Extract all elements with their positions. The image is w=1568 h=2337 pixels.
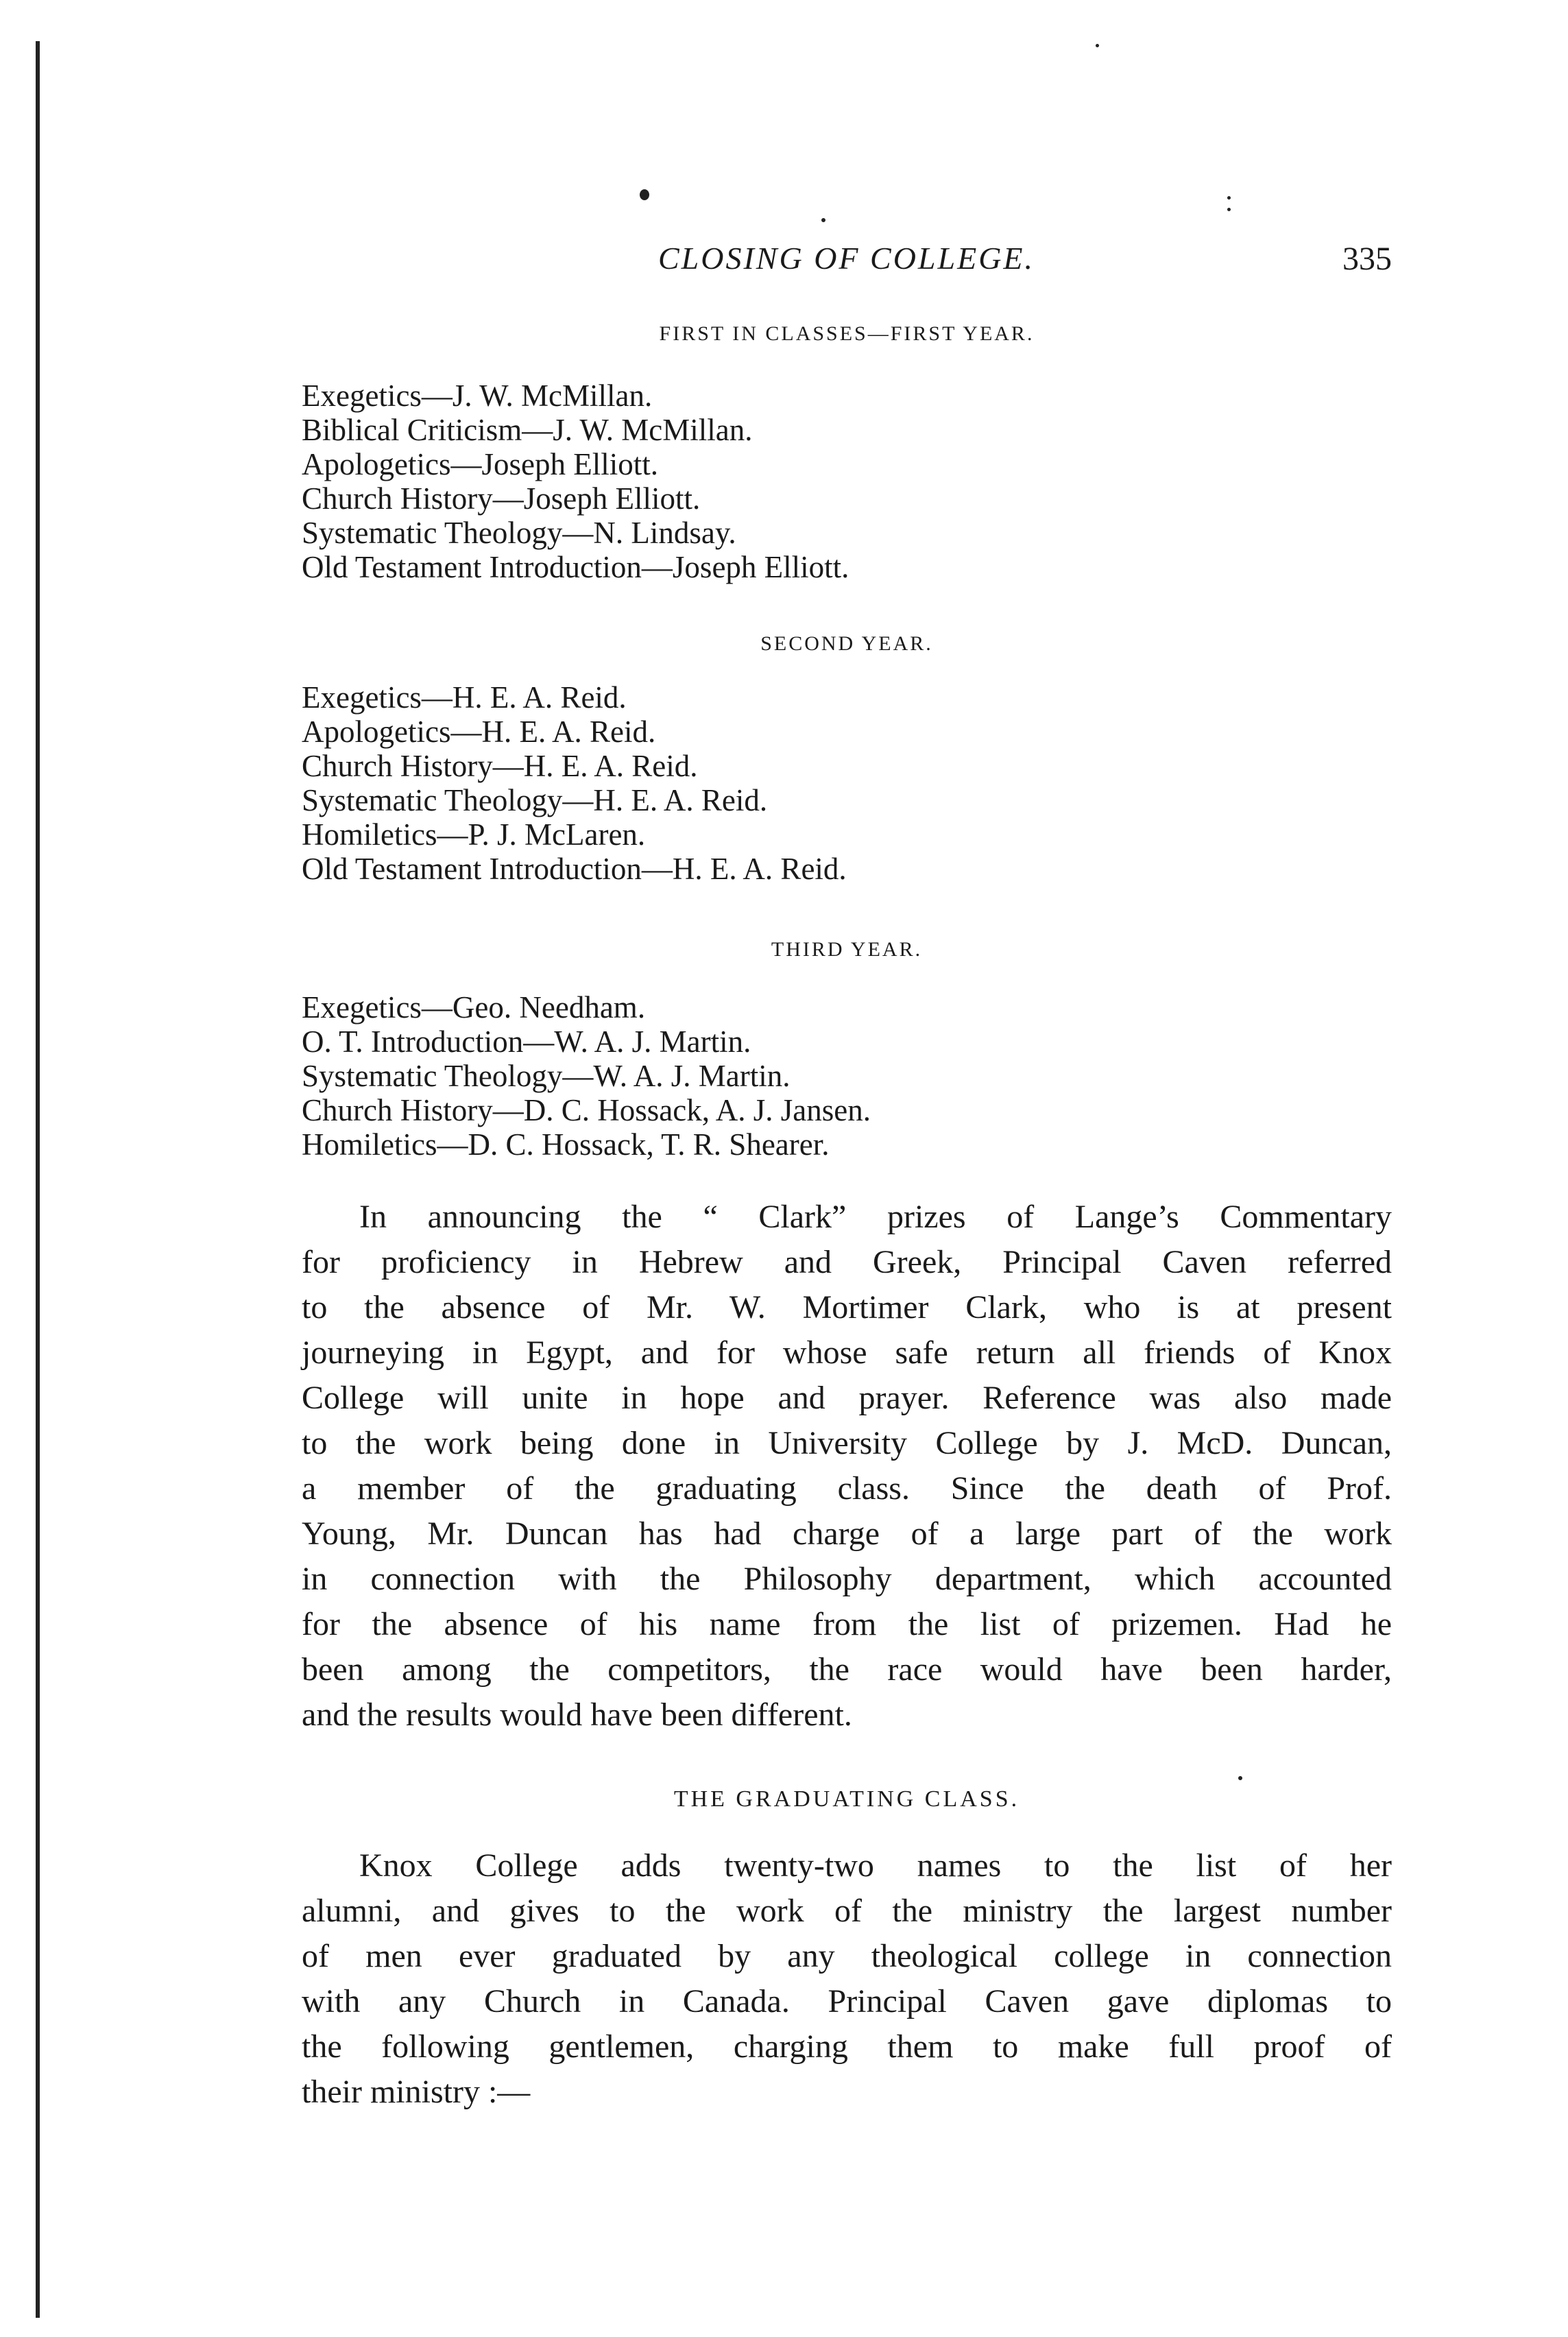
paragraph-line: to the work being done in University College by J. McD. Duncan,	[302, 1425, 1392, 1461]
graduating-class-heading: THE GRADUATING CLASS.	[673, 1786, 1020, 1812]
running-head	[302, 240, 1392, 288]
page-edge-shadow	[36, 41, 40, 2318]
ink-speck	[1238, 1776, 1242, 1780]
ink-speck	[1227, 208, 1231, 211]
second-year-list	[302, 680, 1392, 886]
list-item: Apologetics—H. E. A. Reid.	[302, 715, 656, 749]
list-item: Apologetics—Joseph Elliott.	[302, 447, 658, 481]
graduating-paragraph	[302, 1843, 1392, 2115]
list-item: O. T. Introduction—W. A. J. Martin.	[302, 1024, 751, 1059]
paragraph-line: with any Church in Canada. Principal Caven gave diplomas to	[302, 1983, 1392, 2020]
list-item: Church History—Joseph Elliott.	[302, 481, 701, 516]
ink-speck	[1227, 196, 1231, 200]
ink-speck	[640, 189, 649, 200]
paragraph-line: in connection with the Philosophy department, which accounted	[302, 1561, 1392, 1597]
paragraph-line: their ministry :—	[302, 2074, 531, 2110]
paragraph-line: for proficiency in Hebrew and Greek, Principal Caven referred	[302, 1244, 1392, 1280]
paragraph-line: of men ever graduated by any theological college in connection	[302, 1938, 1392, 1974]
prizes-paragraph	[302, 1195, 1392, 1738]
running-title: CLOSING OF COLLEGE.	[658, 241, 1035, 276]
list-item: Homiletics—P. J. McLaren.	[302, 817, 646, 852]
paragraph-line: Knox College adds twenty-two names to the list of her	[359, 1847, 1392, 1884]
list-item: Exegetics—J. W. McMillan.	[302, 379, 653, 413]
list-item: Old Testament Introduction—Joseph Elliott.	[302, 550, 849, 584]
third-year-list	[302, 990, 1392, 1162]
page-number: 335	[1342, 241, 1392, 277]
paragraph-line: journeying in Egypt, and for whose safe return all friends of Knox	[302, 1334, 1392, 1371]
list-item: Exegetics—Geo. Needham.	[302, 990, 646, 1024]
list-item: Biblical Criticism—J. W. McMillan.	[302, 413, 753, 447]
first-year-heading: FIRST IN CLASSES—FIRST YEAR.	[659, 322, 1035, 345]
paragraph-line: for the absence of his name from the list of prizemen. Had he	[302, 1606, 1392, 1642]
paragraph-line: alumni, and gives to the work of the ministry the largest number	[302, 1893, 1392, 1929]
list-item: Exegetics—H. E. A. Reid.	[302, 680, 627, 715]
list-item: Old Testament Introduction—H. E. A. Reid.	[302, 852, 847, 886]
ink-speck	[821, 218, 825, 222]
list-item: Homiletics—D. C. Hossack, T. R. Shearer.	[302, 1127, 830, 1162]
list-item: Systematic Theology—N. Lindsay.	[302, 516, 736, 550]
paragraph-line: College will unite in hope and prayer. Reference was also made	[302, 1380, 1392, 1416]
list-item: Systematic Theology—H. E. A. Reid.	[302, 783, 768, 817]
list-item: Church History—D. C. Hossack, A. J. Jansen.	[302, 1093, 871, 1127]
list-item: Systematic Theology—W. A. J. Martin.	[302, 1059, 791, 1093]
paragraph-line: and the results would have been different.	[302, 1697, 852, 1733]
paragraph-line: been among the competitors, the race would have been harder,	[302, 1651, 1392, 1688]
paragraph-line: the following gentlemen, charging them to make full proof of	[302, 2028, 1392, 2065]
paragraph-line: Young, Mr. Duncan has had charge of a large part of the work	[302, 1515, 1392, 1552]
list-item: Church History—H. E. A. Reid.	[302, 749, 698, 783]
ink-speck	[1096, 44, 1099, 47]
second-year-heading: SECOND YEAR.	[760, 632, 933, 655]
paragraph-line: In announcing the “ Clark” prizes of Lange’s Commentary	[359, 1199, 1392, 1235]
first-year-list	[302, 379, 1392, 584]
third-year-heading: THIRD YEAR.	[771, 938, 923, 961]
paragraph-line: to the absence of Mr. W. Mortimer Clark, who is at present	[302, 1289, 1392, 1326]
paragraph-line: a member of the graduating class. Since the death of Prof.	[302, 1470, 1392, 1507]
